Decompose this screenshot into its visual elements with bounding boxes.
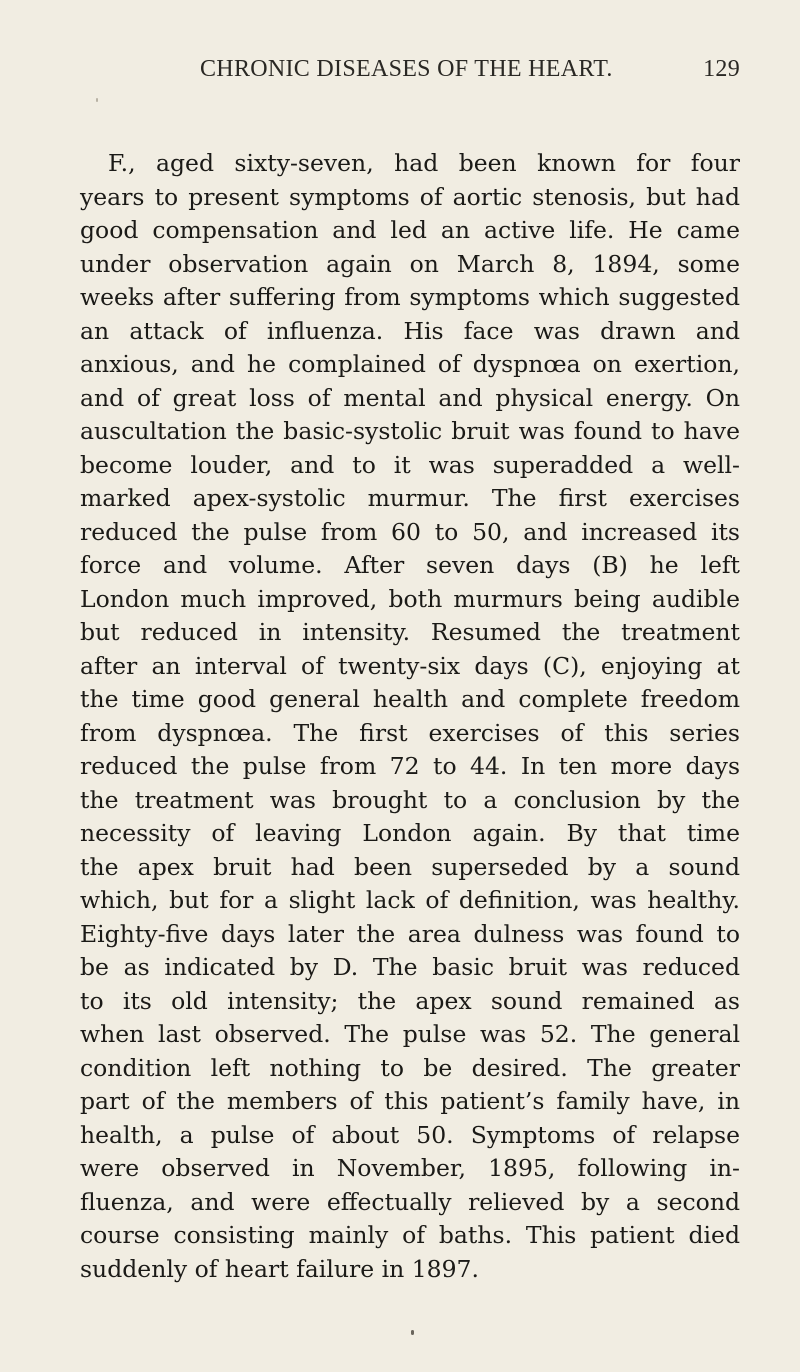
- text-line: and of great loss of mental and physical energy. On: [80, 383, 740, 412]
- text-line: force and volume. After seven days (B) he left: [80, 551, 740, 579]
- text-line: reduced the pulse from 72 to 44. In ten more days: [80, 752, 740, 780]
- paper-speck: [411, 1330, 414, 1335]
- text-line: under observation again on March 8, 1894, some: [80, 249, 740, 278]
- text-line: from dyspnœa. The first exercises of this series: [80, 718, 740, 747]
- text-line: when last observed. The pulse was 52. The general: [80, 1020, 740, 1048]
- text-line: marked apex-systolic murmur. The first exercises: [80, 484, 740, 512]
- text-line: reduced the pulse from 60 to 50, and increased its: [80, 517, 740, 546]
- text-line: good compensation and led an active life. He came: [80, 216, 740, 244]
- text-line: an attack of influenza. His face was drawn and: [80, 316, 740, 345]
- text-line: the apex bruit had been superseded by a sound: [80, 852, 740, 881]
- text-line: were observed in November, 1895, following in-: [80, 1154, 740, 1182]
- text-line: after an interval of twenty-six days (C), enjoying at: [80, 651, 740, 680]
- text-line: course consisting mainly of baths. This patient died: [80, 1221, 740, 1249]
- text-line: F., aged sixty-seven, had been known for four: [108, 149, 740, 177]
- text-line: the time good general health and complete freedom: [80, 685, 740, 713]
- page-number: 129: [703, 56, 740, 82]
- text-line: necessity of leaving London again. By that time: [80, 819, 740, 847]
- body-paragraph: [80, 147, 740, 1286]
- text-line: fluenza, and were effectually relieved by a second: [80, 1187, 740, 1216]
- text-line: but reduced in intensity. Resumed the treatment: [80, 618, 740, 646]
- text-line: to its old intensity; the apex sound remained as: [80, 986, 740, 1015]
- text-line: become louder, and to it was superadded a well-: [80, 450, 740, 479]
- running-header: [200, 56, 740, 92]
- text-line: anxious, and he complained of dyspnœa on exertion,: [80, 350, 740, 378]
- text-line: Eighty-five days later the area dulness was found to: [80, 919, 740, 948]
- text-line: London much improved, both murmurs being audible: [80, 584, 740, 613]
- text-line: the treatment was brought to a conclusion by the: [80, 785, 740, 814]
- text-line: which, but for a slight lack of definition, was healthy.: [80, 886, 740, 914]
- paper-speck: [96, 98, 98, 102]
- text-line: health, a pulse of about 50. Symptoms of relapse: [80, 1120, 740, 1149]
- text-line: years to present symptoms of aortic stenosis, but had: [80, 182, 740, 211]
- text-line: suddenly of heart failure in 1897.: [80, 1254, 479, 1283]
- text-line: condition left nothing to be desired. The greater: [80, 1053, 740, 1082]
- text-line: auscultation the basic-systolic bruit was found to have: [80, 417, 740, 445]
- text-line: weeks after suffering from symptoms which suggested: [80, 283, 740, 311]
- text-line: be as indicated by D. The basic bruit was reduced: [80, 953, 740, 981]
- text-line: part of the members of this patient’s family have, in: [80, 1087, 740, 1115]
- running-title: CHRONIC DISEASES OF THE HEART.: [200, 56, 613, 82]
